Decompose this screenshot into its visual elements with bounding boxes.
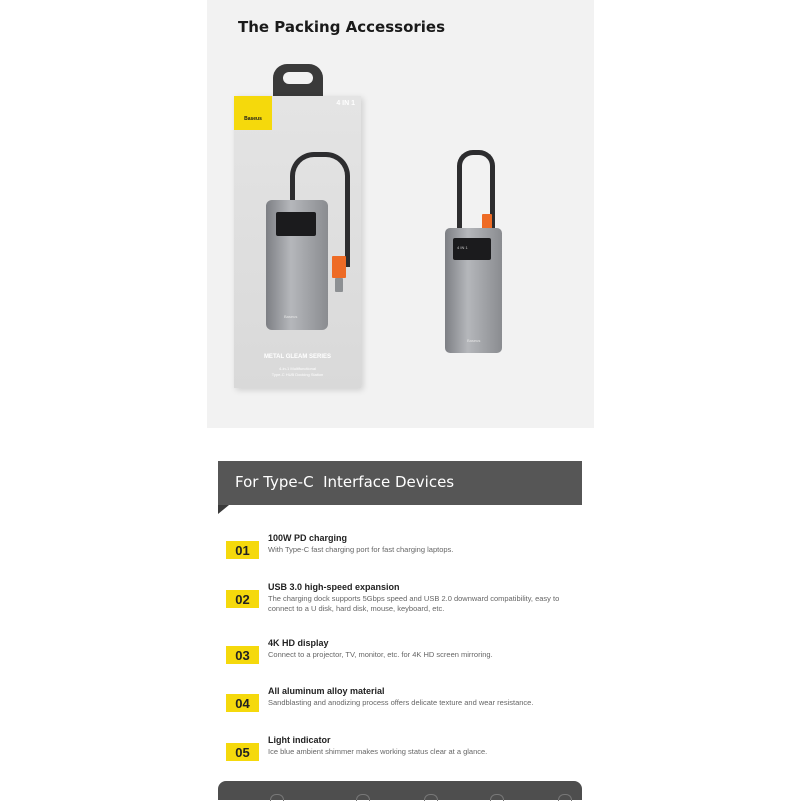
package-subtitle-line1: 4-in-1 Multifunctional	[279, 366, 316, 371]
banner-notch	[218, 505, 229, 514]
package-hub-logo: Baseus	[284, 314, 298, 319]
product-package-box	[234, 96, 361, 388]
package-hub-plug-tip	[335, 278, 343, 292]
feature-number-badge: 02	[226, 590, 259, 608]
feature-description: With Type-C fast charging port for fast charging laptops.	[268, 545, 454, 554]
brand-logo-badge	[234, 96, 272, 130]
package-hub-screen	[276, 212, 316, 236]
feature-number-badge: 01	[226, 541, 259, 559]
feature-title: 4K HD display	[268, 638, 329, 648]
package-hub-image	[266, 200, 328, 330]
feature-item	[226, 533, 586, 573]
package-series-title: METAL GLEAM SERIES	[263, 354, 332, 360]
feature-item	[226, 735, 586, 775]
hub-product-image	[445, 228, 502, 353]
hub-screen	[453, 238, 491, 260]
feature-number-badge: 03	[226, 646, 259, 664]
feature-item	[226, 582, 586, 622]
hub-screen-text: 4 IN 1	[457, 245, 468, 250]
type-c-banner	[218, 461, 582, 505]
section-title: The Packing Accessories	[238, 18, 446, 36]
package-subtitle-line2: Type-C HUB Docking Station	[271, 372, 324, 377]
feature-description: The charging dock supports 5Gbps speed and USB 2.0 downward compatibility, easy to connect to a U disk, hard disk, mouse, keyboard, etc.	[268, 594, 560, 613]
feature-item	[226, 686, 586, 726]
feature-description: Ice blue ambient shimmer makes working status clear at a glance.	[268, 747, 488, 756]
feature-title: USB 3.0 high-speed expansion	[268, 582, 400, 592]
hanger-hole	[283, 72, 313, 84]
package-hub-plug	[332, 256, 346, 278]
feature-description: Sandblasting and anodizing process offers delicate texture and wear resistance.	[268, 698, 534, 707]
packing-accessories-section	[207, 0, 594, 428]
brand-logo-text: Baseus	[244, 116, 262, 122]
feature-title: All aluminum alloy material	[268, 686, 385, 696]
package-subtitle	[244, 366, 351, 378]
feature-title: Light indicator	[268, 735, 331, 745]
feature-number-badge: 05	[226, 743, 259, 761]
feature-item	[226, 638, 586, 678]
feature-number-badge: 04	[226, 694, 259, 712]
banner-title: For Type-C Interface Devices	[235, 473, 455, 491]
feature-title: 100W PD charging	[268, 533, 348, 543]
package-badge-text: 4 IN 1	[336, 100, 355, 107]
hub-logo: Baseus	[467, 338, 481, 343]
feature-description: Connect to a projector, TV, monitor, etc. for 4K HD screen mirroring.	[268, 650, 493, 659]
bottom-dark-bar	[218, 781, 582, 800]
